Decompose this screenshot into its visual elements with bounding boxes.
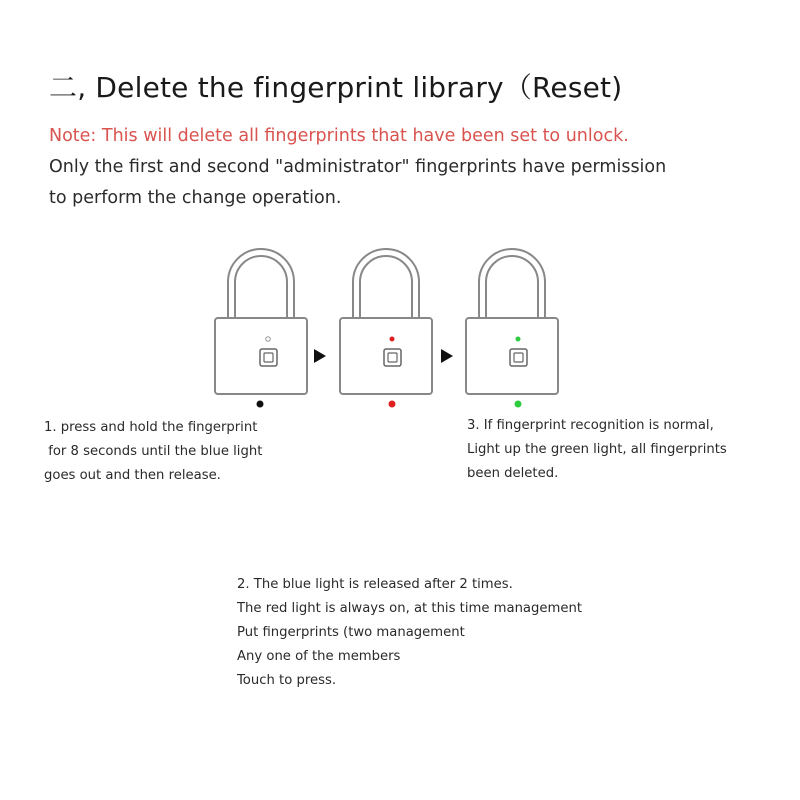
step-3-line: Light up the green light, all fingerprints <box>467 442 727 457</box>
padlock-icon-step-1 <box>215 249 307 408</box>
step-2-line: The red light is always on, at this time management <box>237 601 582 616</box>
indicator-dot-icon <box>389 401 396 408</box>
intro-line-1: Only the first and second "administrator" fingerprints have permission <box>49 157 667 177</box>
step-3-line: been deleted. <box>467 466 559 481</box>
step-2-line: Touch to press. <box>237 673 337 688</box>
step-1-line: goes out and then release. <box>44 468 221 483</box>
reset-steps-diagram <box>200 230 620 416</box>
step-2-instructions <box>237 573 582 693</box>
padlock-icon-step-2 <box>340 249 432 408</box>
step-2-line: Put fingerprints (two management <box>237 625 465 640</box>
arrow-right-icon <box>441 349 453 363</box>
indicator-dot-icon <box>257 401 264 408</box>
step-2-line: 2. The blue light is released after 2 times. <box>237 577 513 592</box>
step-2-line: Any one of the members <box>237 649 401 664</box>
page-title: 二, Delete the fingerprint library（Reset) <box>49 71 623 104</box>
step-3-instructions <box>467 414 727 486</box>
indicator-dot-icon <box>390 337 395 342</box>
step-1-line: 1. press and hold the fingerprint <box>44 420 258 435</box>
intro-line-2: to perform the change operation. <box>49 188 342 208</box>
arrow-right-icon <box>314 349 326 363</box>
step-1-instructions <box>44 416 262 488</box>
indicator-dot-icon <box>515 401 522 408</box>
step-3-line: 3. If fingerprint recognition is normal, <box>467 418 714 433</box>
indicator-dot-icon <box>516 337 521 342</box>
warning-note: Note: This will delete all fingerprints that have been set to unlock. <box>49 126 629 146</box>
step-1-line: for 8 seconds until the blue light <box>44 444 263 459</box>
padlock-icon-step-3 <box>466 249 558 408</box>
